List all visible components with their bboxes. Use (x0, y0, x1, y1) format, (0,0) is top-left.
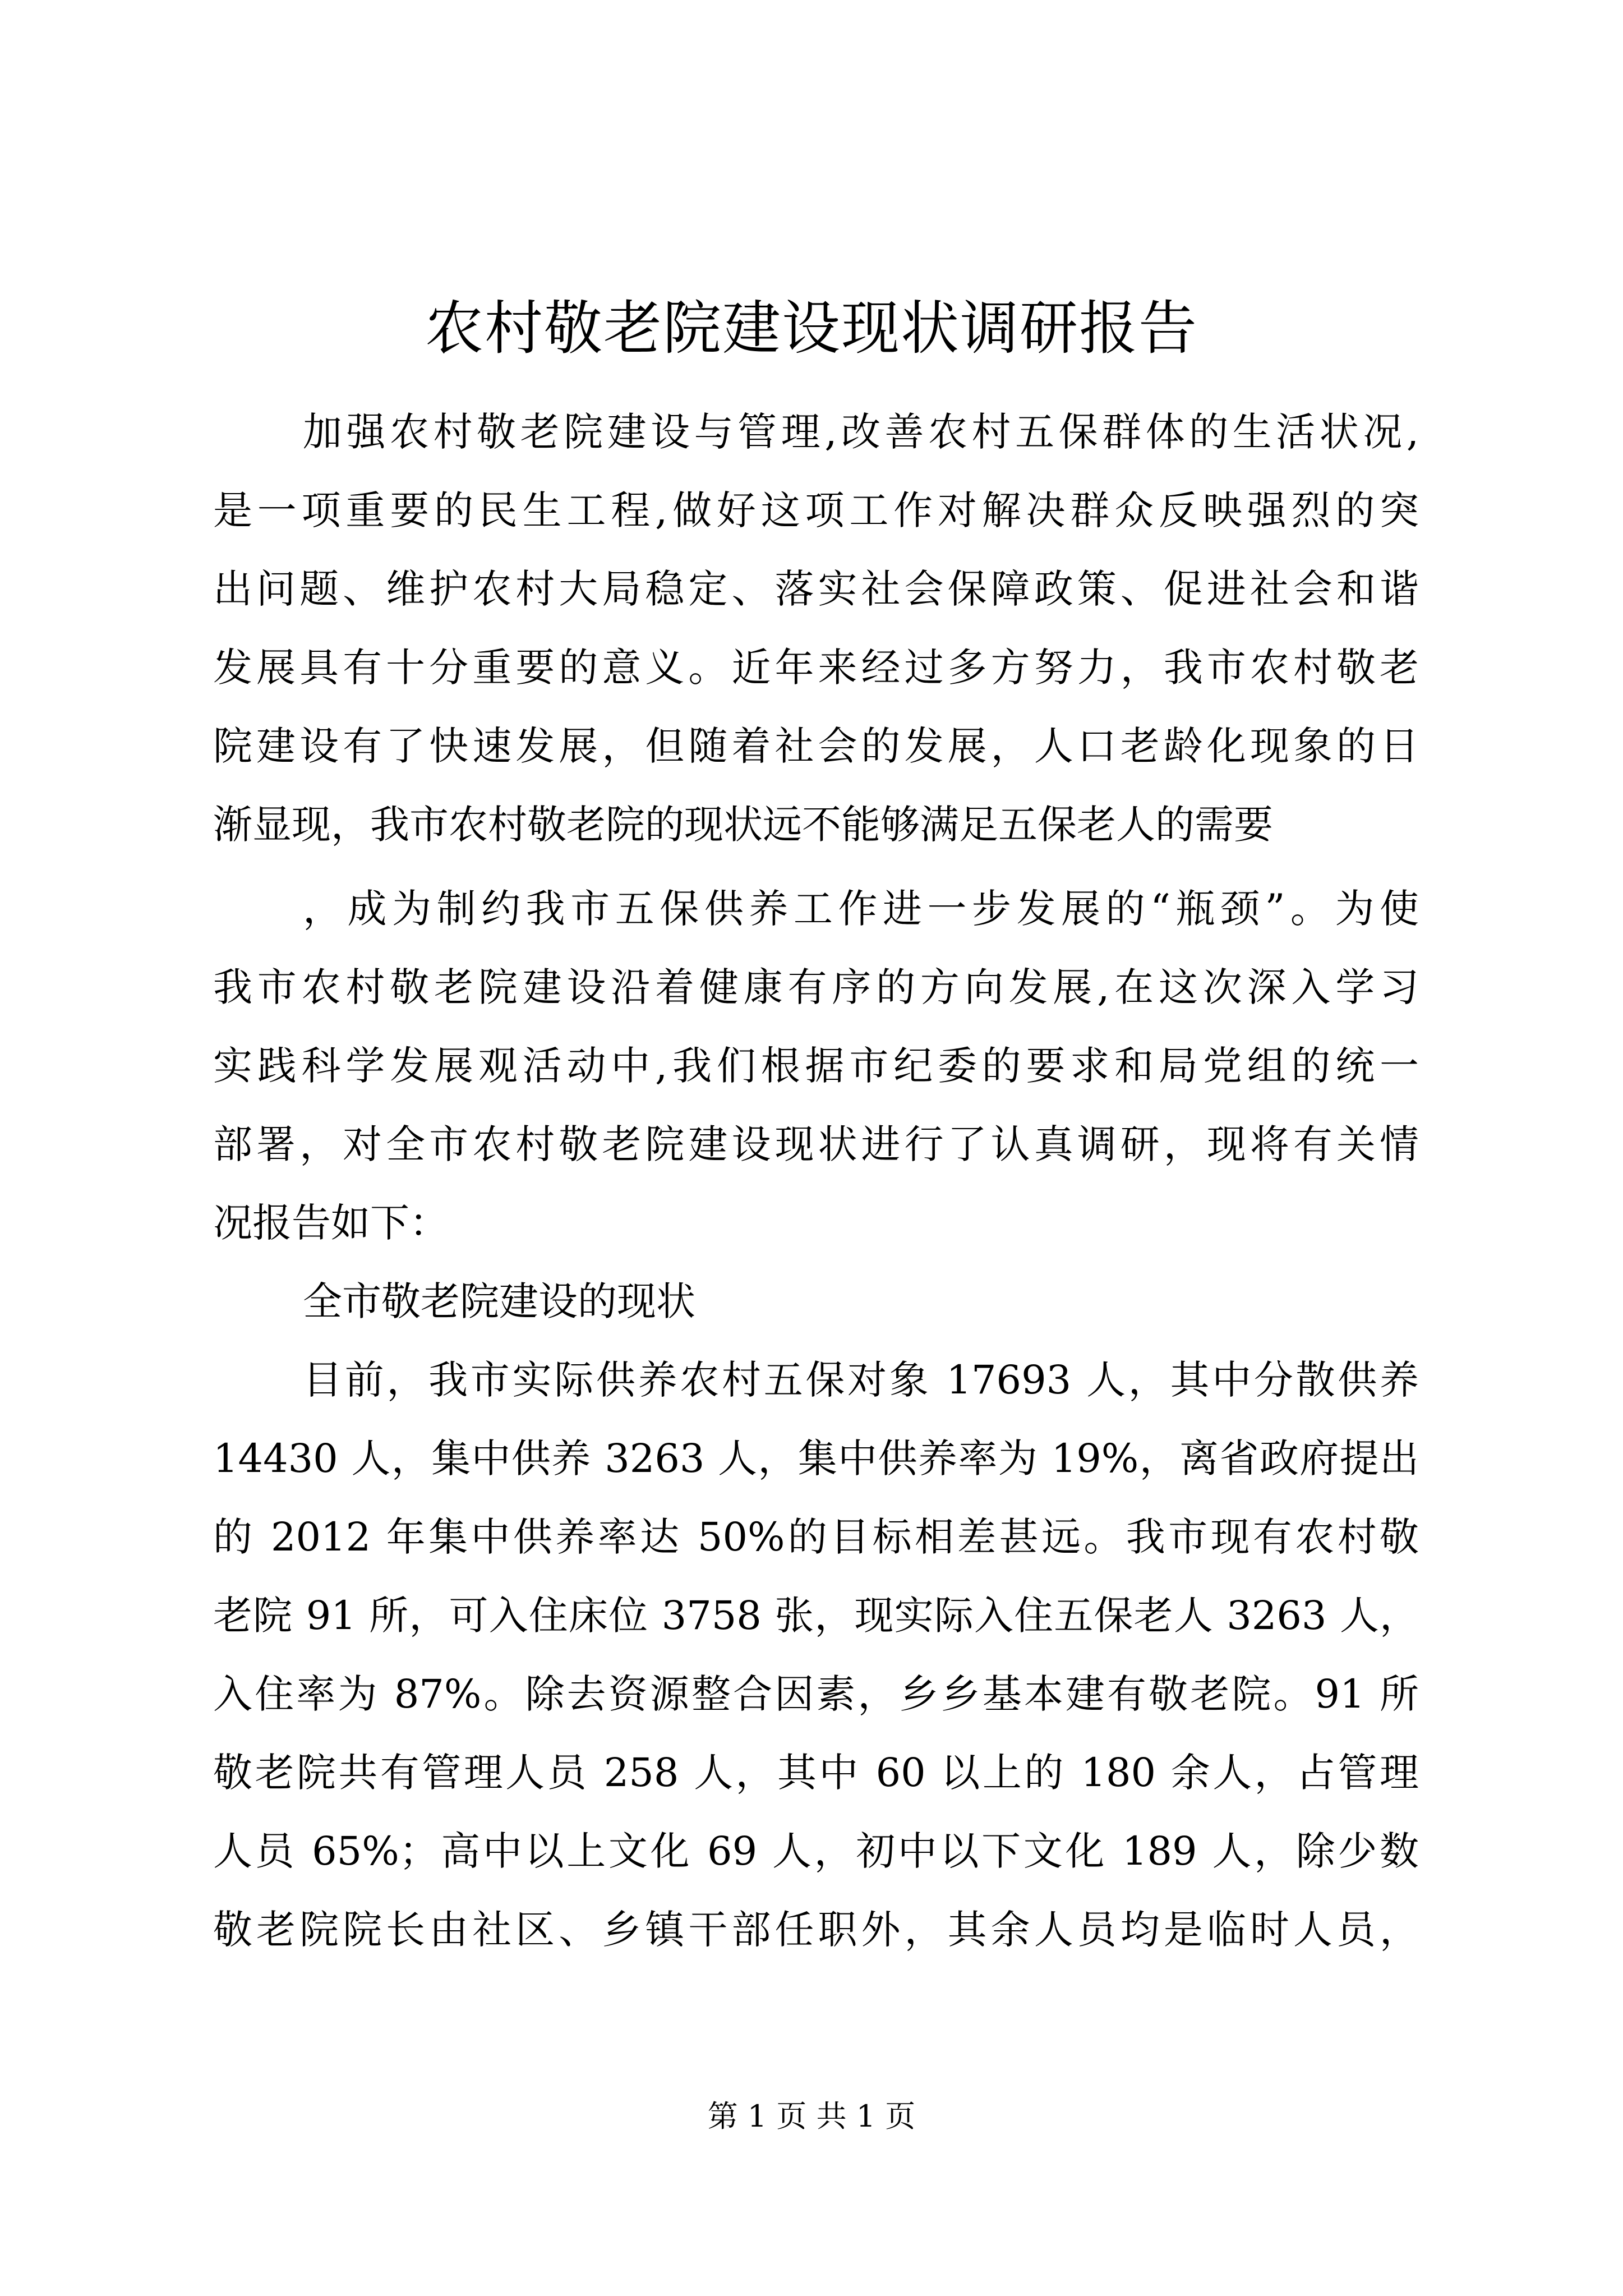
body-line: 敬老院共有管理人员 258 人，其中 60 以上的 180 余人，占管理 (213, 1750, 1419, 1796)
body-line: 老院 91 所，可入住床位 3758 张，现实际入住五保老人 3263 人， (213, 1593, 1419, 1639)
body-line: 的 2012 年集中供养率达 50%的目标相差甚远。我市现有农村敬 (213, 1514, 1419, 1560)
body-line: 目前，我市实际供养农村五保对象 17693 人，其中分散供养 (303, 1357, 1419, 1403)
page-footer: 第 1 页 共 1 页 (707, 2099, 916, 2134)
page-title: 农村敬老院建设现状调研报告 (425, 294, 1198, 362)
body-line: 院建设有了快速发展，但随着社会的发展，人口老龄化现象的日 (213, 723, 1419, 769)
body-line: 部署，对全市农村敬老院建设现状进行了认真调研，现将有关情 (213, 1121, 1419, 1167)
body-line: ，成为制约我市五保供养工作进一步发展的“瓶颈”。为使 (303, 886, 1419, 932)
body-line: 14430 人，集中供养 3263 人，集中供养率为 19%，离省政府提出 (213, 1435, 1419, 1481)
body-line: 渐显现，我市农村敬老院的现状远不能够满足五保老人的需要 (213, 802, 1273, 848)
body-line: 人员 65%；高中以上文化 69 人，初中以下文化 189 人，除少数 (213, 1828, 1419, 1874)
body-line: 我市农村敬老院建设沿着健康有序的方向发展,在这次深入学习 (213, 964, 1419, 1010)
body-line: 加强农村敬老院建设与管理,改善农村五保群体的生活状况, (303, 409, 1419, 455)
body-line: 实践科学发展观活动中,我们根据市纪委的要求和局党组的统一 (213, 1043, 1419, 1089)
body-line: 是一项重要的民生工程,做好这项工作对解决群众反映强烈的突 (213, 487, 1419, 533)
body-line: 况报告如下： (213, 1200, 449, 1246)
section-heading: 全市敬老院建设的现状 (303, 1278, 695, 1324)
body-line: 出问题、维护农村大局稳定、落实社会保障政策、促进社会和谐 (213, 566, 1419, 612)
body-line: 入住率为 87%。除去资源整合因素，乡乡基本建有敬老院。91 所 (213, 1671, 1419, 1717)
body-line: 敬老院院长由社区、乡镇干部任职外，其余人员均是临时人员， (213, 1907, 1419, 1953)
body-line: 发展具有十分重要的意义。近年来经过多方努力，我市农村敬老 (213, 645, 1419, 691)
